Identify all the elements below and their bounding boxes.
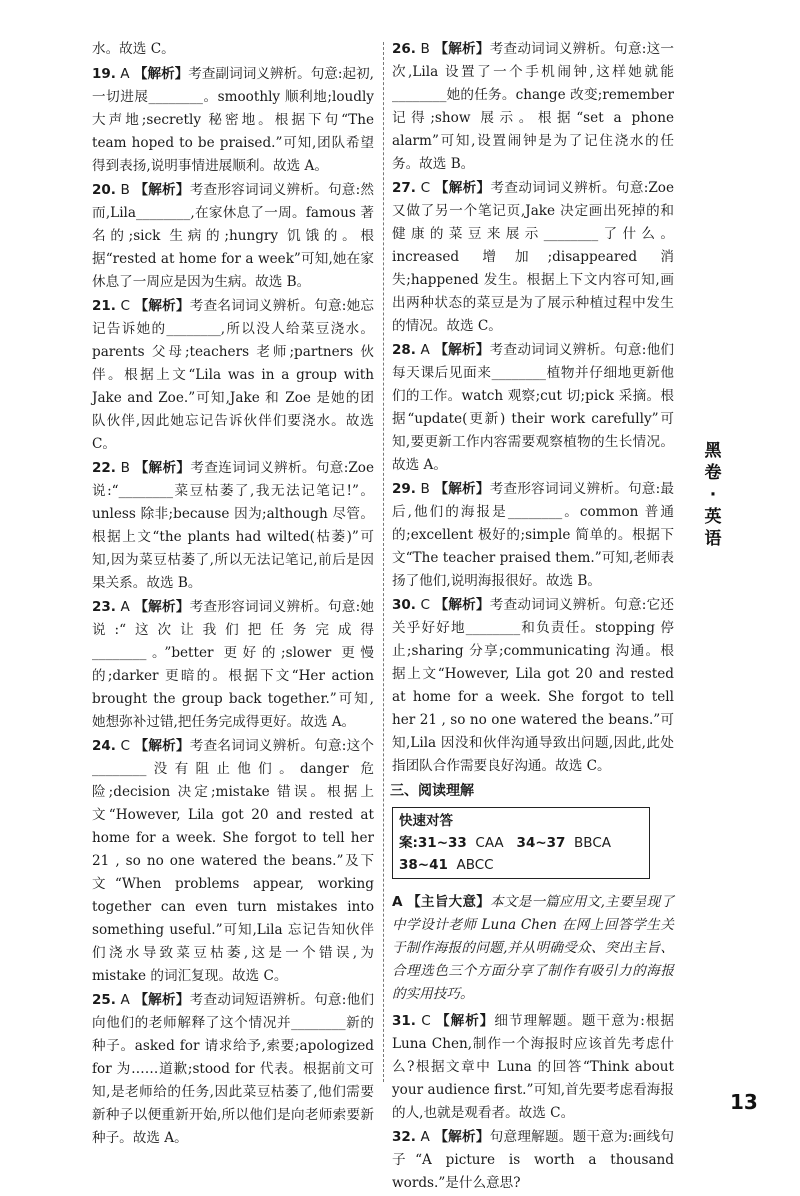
quick-answer-row-1: [399, 810, 643, 854]
left-column: [92, 38, 374, 1151]
side-tab-char: 卷: [704, 463, 722, 483]
item-22: 22. B 【解析】考查连词词义辨析。句意:Zoe 说:“________菜豆枯萎了,我无法记笔记!”。unless 除非;because 因为;although 尽管。根据上文“the plants had wilted(枯萎)”可知,因为菜豆枯萎了,所以无法记笔记,前后是因果关系。故选 B。: [92, 460, 374, 591]
item-25: 25. A 【解析】考查动词短语辨析。句意:他们向他们的老师解释了这个情况并________新的种子。asked for 请求给予,索要;apologized for 为……道歉;stood for 代表。根据前文可知,是老师给的任务,因此菜豆枯萎了,他们需要新种子以便重新开始,所以他们是向老师索要新种子。故选 A。: [92, 992, 374, 1146]
answer-letters: BBCA: [574, 835, 611, 851]
side-tab-char: 语: [704, 529, 722, 549]
quick-answer-label: 快速对答案:: [399, 813, 453, 851]
side-tab-char: ·: [709, 485, 717, 505]
item-19: 19. A 【解析】考查副词词义辨析。句意:起初,一切进展________。smoothly 顺利地;loudly 大声地;secretly 秘密地。根据下句“The team hoped to be praised.”可知,团队希望得到表扬,说明事情进展顺利。故选 A。: [92, 66, 374, 174]
item-20: 20. B 【解析】考查形容词词义辨析。句意:然而,Lila________,在家休息了一周。famous 著名的;sick 生病的;hungry 饥饿的。根据“rested at home for a week”可知,她在家休息了一周应是因为生病。故选 B。: [92, 182, 375, 290]
answer-range: 34~37: [516, 835, 566, 851]
side-tab-label: [702, 440, 724, 550]
answer-letters: CAA: [475, 835, 504, 851]
section-heading: 三、阅读理解: [390, 783, 474, 799]
item-30: 30. C 【解析】考查动词词义辨析。句意:它还关乎好好地________和负责任。stopping 停止;sharing 分享;communicating 沟通。根据上文“However, Lila got 20 and rested at home for a week. She forgot to tell her 21 , so no one watered the beans.”可知,Lila 因没和伙伴沟通导致出问题,因此,此处指团队合作需要良好沟通。故选 C。: [392, 597, 674, 774]
answer-letters: ABCC: [456, 857, 494, 873]
continuation-text: 水。故选 C。: [92, 41, 175, 57]
item-21: 21. C 【解析】考查名词词义辨析。句意:她忘记告诉她的________,所以没人给菜豆浇水。parents 父母;teachers 老师;partners 伙伴。根据上文“Lila was in a group with Jake and Zoe.”可知,Jake 和 Zoe 是她的团队伙伴,因此她忘记告诉伙伴们要浇水。故选 C。: [92, 298, 374, 452]
item-32: 32. A 【解析】句意理解题。题干意为:画线句子“A picture is worth a thousand words.”是什么意思?: [392, 1129, 674, 1191]
item-29: 29. B 【解析】考查形容词词义辨析。句意:最后,他们的海报是________。common 普通的;excellent 极好的;simple 简单的。根据下文“The teacher praised them.”可知,老师表扬了他们,说明海报很好。故选 B。: [392, 481, 675, 589]
summary-paragraph: A 【主旨大意】本文是一篇应用文,主要呈现了中学设计老师 Luna Chen 在网上回答学生关于制作海报的问题,并从明确受众、突出主旨、合理选色三个方面分享了制作有吸引力的海报的实用技巧。: [392, 894, 674, 1002]
item-27: 27. C 【解析】考查动词词义辨析。句意:Zoe 又做了另一个笔记页,Jake 决定画出死掉的和健康的菜豆来展示________了什么。increased 增加;disappeared 消失;happened 发生。根据上下文内容可知,画出两种状态的菜豆是为了展示种植过程中发生的情况。故选 C。: [392, 180, 675, 334]
item-26: 26. B 【解析】考查动词词义辨析。句意:这一次,Lila 设置了一个手机闹钟,这样她就能________她的任务。change 改变;remember 记得;show 展示。根据“set a phone alarm”可知,设置闹钟是为了记住浇水的任务。故选 B。: [392, 41, 675, 172]
item-31: 31. C 【解析】细节理解题。题干意为:根据 Luna Chen,制作一个海报时应该首先考虑什么?根据文章中 Luna 的回答“Think about your audience first.”可知,首先要考虑看海报的人,也就是观看者。故选 C。: [392, 1013, 674, 1121]
quick-answer-box: [392, 807, 650, 879]
right-column: [392, 38, 674, 1196]
quick-answer-row-2: [399, 854, 643, 876]
answer-range: 38~41: [399, 857, 448, 873]
item-24: 24. C 【解析】考查名词词义辨析。句意:这个________没有阻止他们。danger 危险;decision 决定;mistake 错误。根据上文“However, Lila got 20 and rested at home for a week. She forgot to tell her 21 , so no one watered the beans.”及下文“When problems appear, working together can even turn mistakes into something useful.”可知,Lila 忘记告知伙伴们浇水导致菜豆枯萎,这是一个错误,为 mistake 的词汇复现。故选 C。: [92, 738, 374, 984]
column-divider: [383, 42, 384, 1082]
page-number: 13: [730, 1090, 758, 1114]
side-tab-char: 黑: [704, 441, 722, 461]
item-23: 23. A 【解析】考查形容词词义辨析。句意:她说:“这次让我们把任务完成得________。”better 更好的;slower 更慢的;darker 更暗的。根据下文“Her action brought the group back together.”可知,她想弥补过错,把任务完成得更好。故选 A。: [92, 599, 374, 730]
side-tab-char: 英: [704, 507, 722, 527]
item-28: 28. A 【解析】考查动词词义辨析。句意:他们每天课后见面来________植物并仔细地更新他们的工作。watch 观察;cut 切;pick 采摘。根据“update(更新) their work carefully”可知,要更新工作内容需要观察植物的生长情况。故选 A。: [392, 342, 674, 473]
answer-range: 31~33: [417, 835, 467, 851]
